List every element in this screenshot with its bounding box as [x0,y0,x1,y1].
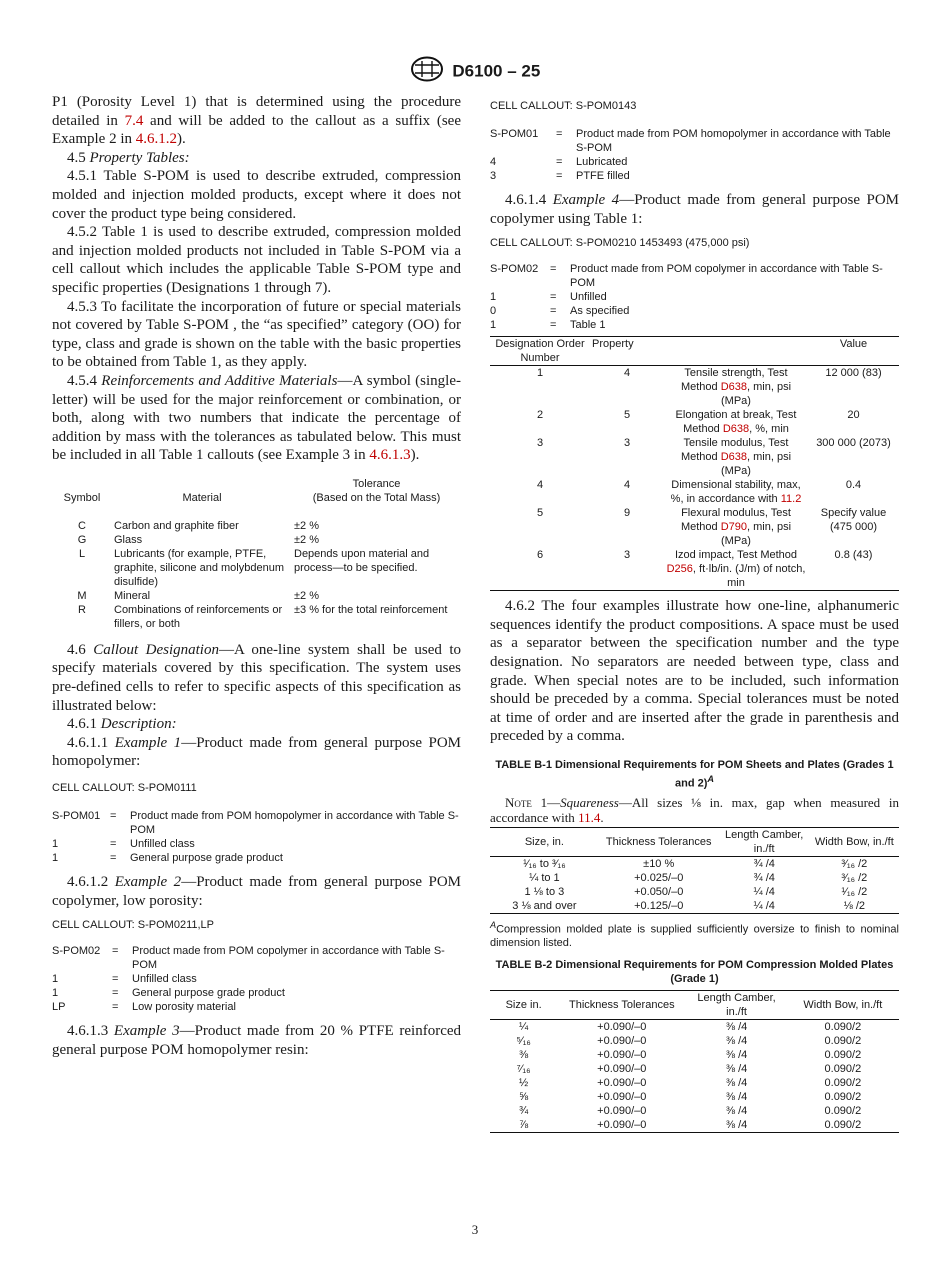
table-cell: 0.090/2 [824,1119,862,1132]
table-row [490,408,899,436]
legend-desc: Product made from POM homopolymer in accordance with Table S-POM [576,128,891,154]
legend-equals: = [556,156,563,168]
desc-text: , min, psi (MPa) [721,451,792,478]
legend-equals: = [112,945,119,958]
table-row [52,603,461,631]
table-cell: ¾ [519,1105,529,1118]
section-4-6-1-2: 4.6.1.2 Example 2—Product made from general purpose POM copolymer, low porosity: [52,874,461,909]
legend-code: 1 [52,852,59,865]
property-cell: 5 [623,409,631,422]
table-cell: ¼ [519,1021,529,1034]
table-row [490,366,899,409]
value-cell: Specify value (475 000) [820,507,887,534]
table-row [490,436,899,478]
legend-code: S-POM02 [490,263,539,276]
legend-row [52,851,461,865]
description-cell [664,436,808,478]
paragraph-continuation: P1 (Porosity Level 1) that is determined using the procedure detailed in 7.4 and will be added to the callout as a suffix (see Example 2 in 4.6.1.2). [52,94,461,148]
desc-text: Tensile modulus, Test Method [680,437,789,464]
table-b1-footnote: $^A$Compression molded plate is supplied sufficiently oversize to finish to nominal dimension listed. [490,919,899,950]
legend-equals: = [110,852,117,865]
property-cell: 3 [623,549,631,562]
table-cell: +0.125/–0 [634,899,684,912]
legend-code: 1 [490,291,497,304]
example-2-legend [52,944,461,1014]
col-header: Thickness Tolerances [569,999,675,1012]
table-cell: ⅜ [519,1049,529,1062]
symbol-cell: R [78,603,86,616]
legend-code: 1 [52,838,59,851]
example-4-legend [490,262,899,332]
example-2-callout: CELL CALLOUT: S-POM0211,LP [52,919,215,932]
table-cell: ⅜ /4 [725,1077,748,1090]
col-header: Length Camber, in./ft [697,992,776,1019]
tolerance-cell: ±2 % [294,589,319,602]
col-header: Size, in. [524,835,564,848]
legend-row [490,262,899,290]
table-cell: ¾ /4 [753,871,775,884]
page-number: 3 [471,1222,479,1237]
desc-text: Elongation at break, Test Method [675,409,797,436]
section-4-6-1-3: 4.6.1.3 Example 3—Product made from 20 % PTFE reinforced general purpose POM homopolymer resin: [52,1023,462,1058]
property-cell: 4 [623,367,631,380]
legend-equals: = [556,170,563,182]
col-header: Width Bow, in./ft [814,835,894,848]
test-method-link[interactable]: D256 [666,563,693,576]
tolerance-cell: ±2 % [294,519,319,532]
value-cell: 300 000 (2073) [816,437,891,450]
ref-link-7-4[interactable]: 7.4 [124,112,144,129]
table-row [490,1048,899,1062]
table-cell: ⅞ [519,1119,529,1132]
legend-equals: = [112,973,119,986]
table-b1 [490,827,899,914]
table-row [490,1090,899,1104]
section-4-5-1: 4.5.1 Table S-POM is used to describe extruded, compression molded and injection molded products, except where it does not cover the product type being considered. [52,168,461,222]
table-row [52,547,461,589]
table-cell: ⅝ [519,1091,529,1104]
example-3-callout: CELL CALLOUT: S-POM0143 [490,100,637,112]
material-cell: Combinations of reinforcements or fillers, or both [114,603,283,630]
value-cell: 0.8 (43) [834,549,873,562]
legend-equals: = [550,305,557,318]
table-cell: +0.090/–0 [597,1049,647,1062]
legend-code: 0 [490,305,497,318]
col-header: Size in. [505,999,542,1012]
value-cell: 12 000 (83) [825,367,882,380]
section-4-6: 4.6 Callout Designation—A one-line system shall be used to specify materials covered by this specification. The system uses pre-defined cells to refer to specific aspects of this specification as illustrated below: [52,641,462,714]
legend-code: 3 [490,170,497,182]
legend-desc: Unfilled [570,291,607,304]
legend-desc: Lubricated [576,156,628,168]
table-cell: 0.090/2 [824,1105,862,1118]
table-row [490,1076,899,1090]
section-4-6-1: 4.6.1 Description: [67,716,177,733]
desc-text: , ft·lb/in. (J/m) of notch, min [692,563,806,590]
ref-link-4-6-1-3[interactable]: 4.6.1.3 [369,447,411,464]
legend-desc: Low porosity material [132,1001,236,1014]
designation-cell: 6 [536,549,544,562]
designation-cell: 5 [536,507,544,520]
table-cell: ¾ /4 [753,857,775,870]
material-cell: Lubricants (for example, PTFE, graphite, silicone and molybdenum disulfide) [114,547,284,588]
table-row [52,519,461,533]
legend-row [52,837,461,851]
table-cell: ³⁄₁₆ /2 [841,857,868,870]
table-cell: ⅜ /4 [725,1063,748,1076]
legend-row [490,318,899,332]
legend-desc: General purpose grade product [132,987,285,1000]
table-cell: ⅜ /4 [725,1105,748,1118]
table-cell: 3 ⅛ and over [512,899,577,912]
col-header: Width Bow, in./ft [803,999,883,1012]
table-cell: ⅜ /4 [725,1021,748,1034]
table-cell: ⅜ /4 [725,1119,748,1132]
table-b1-title: TABLE B-1 Dimensional Requirements for POM Sheets and Plates (Grades 1 and 2)$^A$ [495,758,894,790]
example-1-callout: CELL CALLOUT: S-POM0111 [52,782,197,795]
table-b1-note: Note 1—Squareness—All sizes ⅛ in. max, gap when measured in accordance with 11.4. [490,794,899,825]
table-b2 [490,990,899,1133]
legend-row [52,1000,461,1014]
test-method-link[interactable]: 11.2 [780,493,802,506]
material-cell: Glass [114,533,143,546]
property-cell: 3 [623,437,631,450]
table-cell: +0.090/–0 [597,1021,647,1034]
table-row [52,589,461,603]
table-row [490,1062,899,1076]
legend-desc: Product made from POM homopolymer in accordance with Table S-POM [130,810,459,837]
table-cell: 0.090/2 [824,1091,862,1104]
table-row [52,533,461,547]
legend-equals: = [550,291,557,304]
col-header-material: Material [182,491,222,504]
section-4-5-4: 4.5.4 Reinforcements and Additive Materials—A symbol (single-letter) will be used for the major reinforcement or combination, or both, along with two numbers that indicate the percentage of addition by mass with the tolerances as tabulated below. This must be included in all Table 1 callouts (see Example 3 in 4.6.1.3). [52,372,462,464]
table-cell: ⁷⁄₁₆ [516,1063,531,1076]
right-column [490,93,899,1133]
table-cell: +0.025/–0 [634,871,684,884]
standard-designation: D6100 – 25 [452,61,541,81]
table-cell: +0.090/–0 [597,1035,647,1048]
table-row [490,548,899,591]
col-header-designation: Designation Order Number [495,338,585,365]
table-row [490,1118,899,1133]
section-4-6-1-4: 4.6.1.4 Example 4—Product made from general purpose POM copolymer using Table 1: [490,192,899,227]
desc-text: , %, min [749,423,789,436]
legend-row [490,290,899,304]
table-cell: +0.090/–0 [597,1105,647,1118]
tolerance-cell: Depends upon material and process—to be specified. [294,547,430,574]
section-4-5-heading: 4.5 Property Tables: [67,149,190,166]
table-cell: +0.090/–0 [597,1063,647,1076]
desc-text: , min, psi (MPa) [721,381,792,408]
legend-code: S-POM01 [490,128,539,140]
symbol-cell: L [78,547,86,560]
table-cell: ¼ to 1 [529,871,560,884]
table-cell: ⅛ /2 [843,899,866,912]
example-3-legend [490,127,899,183]
desc-text: , min, psi (MPa) [721,521,792,548]
legend-code: 4 [490,156,497,168]
reinforcement-table [52,477,461,631]
legend-row [490,127,899,155]
col-header-tolerance: Tolerance (Based on the Total Mass) [312,477,441,504]
property-cell: 4 [623,479,631,492]
section-4-5-2: 4.5.2 Table 1 is used to describe extruded, compression molded and injection molded products not included in Table S-POM via a cell callout which includes the applicable Table S-POM type and specific properties (Designations 1 through 7). [52,224,461,296]
astm-logo-icon [410,56,444,87]
legend-row [490,304,899,318]
legend-equals: = [110,810,117,823]
table-cell: ¼ /4 [753,885,775,898]
table-cell: 0.090/2 [824,1021,862,1034]
property-table [490,336,899,591]
desc-text: Izod impact, Test Method [674,549,798,562]
table-cell: ⅜ /4 [725,1035,748,1048]
table-cell: ⅜ /4 [725,1049,748,1062]
symbol-cell: C [78,519,86,532]
table-cell: 0.090/2 [824,1049,862,1062]
table-cell: 0.090/2 [824,1063,862,1076]
table-row [490,885,899,899]
legend-row [52,944,461,972]
table-cell: +0.050/–0 [634,885,684,898]
legend-code: 1 [52,987,59,1000]
legend-equals: = [112,1001,119,1014]
col-header-property: Property [592,338,634,351]
table-row [490,856,899,871]
designation-cell: 4 [536,479,544,492]
page-header [0,56,950,87]
designation-cell: 1 [536,367,544,380]
table-cell: ±10 % [643,857,675,870]
designation-cell: 3 [536,437,544,450]
material-cell: Carbon and graphite fiber [114,519,239,532]
table-cell: +0.090/–0 [597,1077,647,1090]
desc-text: Dimensional stability, max, %, in accordance with [670,479,801,506]
col-header-value: Value [839,338,868,351]
legend-equals: = [556,128,563,140]
col-header: Length Camber, in./ft [725,828,804,855]
legend-code: S-POM02 [52,945,101,958]
legend-code: 1 [52,973,59,986]
example-1-legend [52,809,461,865]
ref-link-4-6-1-2[interactable]: 4.6.1.2 [135,131,177,148]
table-cell: ½ [519,1077,529,1090]
table-row [490,871,899,885]
test-method-link[interactable]: D790 [720,521,748,534]
legend-desc: Product made from POM copolymer in accordance with Table S-POM [132,945,445,972]
table-row [490,899,899,914]
value-cell: 0.4 [845,479,862,492]
legend-row [52,986,461,1000]
test-method-link[interactable]: D638 [720,381,748,394]
legend-code: 1 [490,319,497,332]
section-4-5-3: 4.5.3 To facilitate the incorporation of future or special materials not covered by Table S-POM , the “as specified” category (OO) for type, class and grade is shown on the table with the basic properties to be obtained from Table 1, as they apply. [52,298,461,371]
desc-text: Flexural modulus, Test Method [680,507,791,534]
legend-desc: As specified [570,305,630,318]
designation-cell: 2 [536,409,544,422]
example-4-callout: CELL CALLOUT: S-POM0210 1453493 (475,000 psi) [490,237,750,250]
table-cell: 1 ⅛ to 3 [524,885,565,898]
table-cell: ⁵⁄₁₆ [516,1035,531,1048]
desc-text: Tensile strength, Test Method [680,367,788,394]
legend-row [490,169,899,183]
table-cell: ⅜ /4 [725,1091,748,1104]
description-cell [664,366,808,409]
legend-equals: = [112,987,119,1000]
section-4-6-1-1: 4.6.1.1 Example 1—Product made from general purpose POM homopolymer: [52,734,461,770]
ref-link-11-4[interactable]: 11.4 [578,809,601,825]
left-column [52,93,461,1059]
col-header: Thickness Tolerances [605,835,712,848]
table-cell: +0.090/–0 [597,1119,647,1132]
table-cell: +0.090/–0 [597,1091,647,1104]
legend-equals: = [110,838,117,851]
value-cell: 20 [847,409,860,422]
table-row [490,1104,899,1118]
legend-row [490,155,899,169]
legend-desc: PTFE filled [576,170,630,182]
legend-desc: Table 1 [570,319,606,332]
table-cell: ³⁄₁₆ /2 [841,871,868,884]
legend-desc: Unfilled class [130,838,195,851]
legend-equals: = [550,263,557,276]
tolerance-cell: ±3 % for the total reinforcement [294,603,448,616]
legend-code: S-POM01 [52,810,101,823]
section-4-6-2: 4.6.2 The four examples illustrate how one-line, alphanumeric sequences identify the product compositions. A space must be used as a separator between the specification number and the type designation. No separators are needed between type, class and grade. When special notes are to be included, such information should be preceded by a comma. Special tolerances must be noted at time of order and are inserted after the grade in parenthesis and preceded by a comma. [490,598,899,745]
legend-desc: Unfilled class [132,973,197,986]
table-row [490,506,899,548]
table-cell: ¹⁄₁₆ to ³⁄₁₆ [523,857,566,870]
legend-row [52,809,461,837]
property-cell: 9 [623,507,631,520]
table-row [490,478,899,506]
legend-row [52,972,461,986]
description-cell [664,548,808,591]
table-row [490,1034,899,1048]
test-method-link[interactable]: D638 [722,423,750,436]
legend-desc: General purpose grade product [130,852,283,865]
table-cell: ¼ /4 [753,899,775,912]
table-row [490,1020,899,1035]
description-cell [664,478,808,506]
tolerance-cell: ±2 % [294,533,319,546]
description-cell [664,506,808,548]
description-cell [664,408,808,436]
legend-desc: Product made from POM copolymer in accordance with Table S-POM [570,263,883,290]
table-cell: ¹⁄₁₆ /2 [841,885,868,898]
table-b2-title: TABLE B-2 Dimensional Requirements for POM Compression Molded Plates (Grade 1) [495,959,894,986]
table-cell: 0.090/2 [824,1077,862,1090]
col-header-symbol: Symbol [63,491,101,504]
table-cell: 0.090/2 [824,1035,862,1048]
legend-code: LP [52,1001,66,1014]
symbol-cell: M [77,589,87,602]
symbol-cell: G [77,533,87,546]
material-cell: Mineral [114,589,151,602]
legend-equals: = [550,319,557,332]
test-method-link[interactable]: D638 [720,451,748,464]
